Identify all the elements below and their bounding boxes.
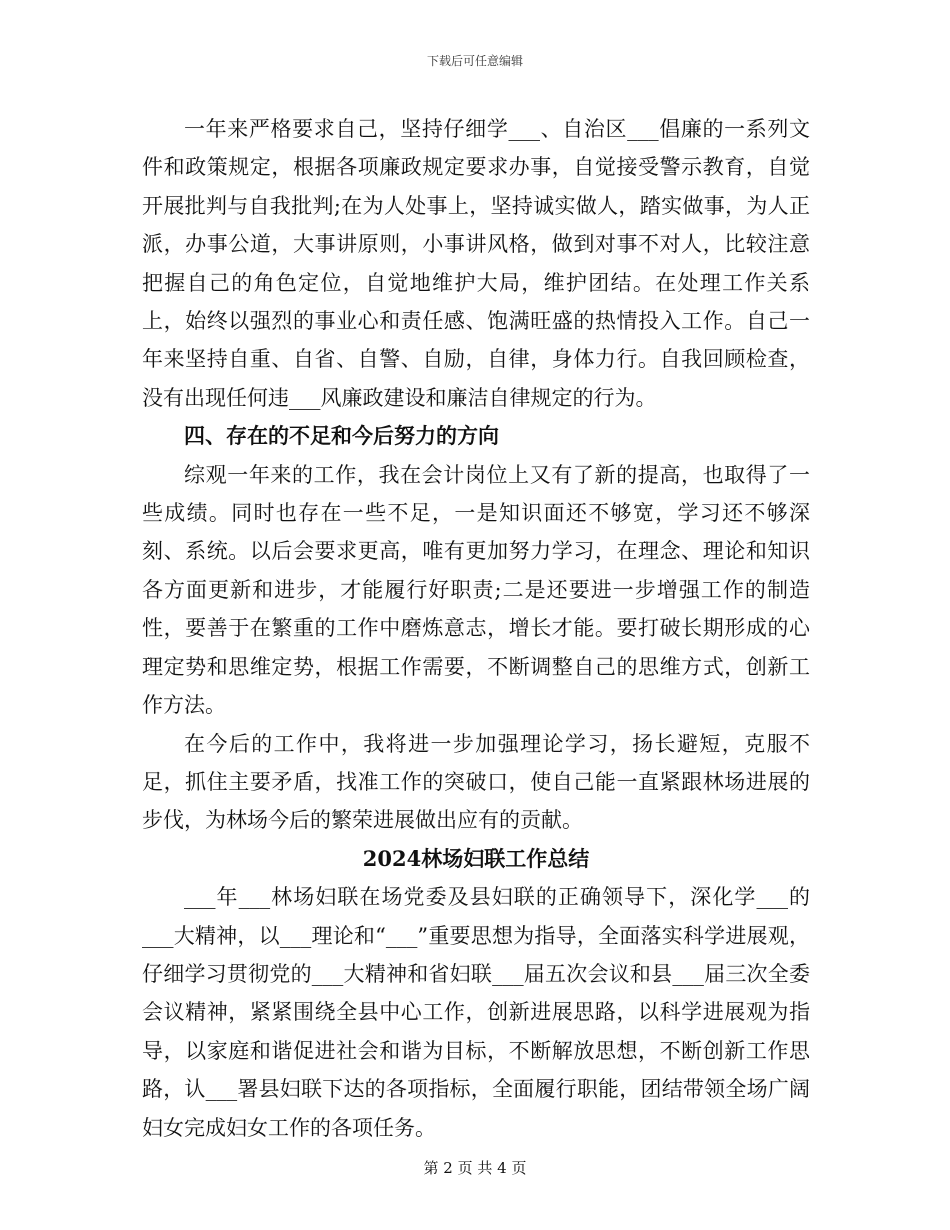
document-body bbox=[142, 110, 810, 1147]
paragraph-future-work: 在今后的工作中，我将进一步加强理论学习，扬长避短，克服不足，抓住主要矛盾，找准工作的突破口，使自己能一直紧跟林场进展的步伐，为林场今后的繁荣进展做出应有的贡献。 bbox=[142, 731, 810, 833]
paragraph-shortcomings: 综观一年来的工作，我在会计岗位上又有了新的提高，也取得了一些成绩。同时也存在一些不足，一是知识面还不够宽，学习还不够深刻、系统。以后会要求更高，唯有更加努力学习，在理念、理论和知识各方面更新和进步，才能履行好职责;二是还要进一步增强工作的制造性，要善于在繁重的工作中磨炼意志，增长才能。要打破长期形成的心理定势和思维定势，根据工作需要，不断调整自己的思维方式，创新工作方法。 bbox=[142, 462, 810, 718]
paragraph-integrity-self-discipline: 一年来严格要求自己，坚持仔细学___、自治区___倡廉的一系列文件和政策规定，根据各项廉政规定要求办事，自觉接受警示教育，自觉开展批判与自我批判;在为人处事上，坚持诚实做人，踏实做事，为人正派，办事公道，大事讲原则，小事讲风格，做到对事不对人，比较注意把握自己的角色定位，自觉地维护大局，维护团结。在处理工作关系上，始终以强烈的事业心和责任感、饱满旺盛的热情投入工作。自己一年来坚持自重、自省、自警、自励，自律，身体力行。自我回顾检查，没有出现任何违___风廉政建设和廉洁自律规定的行为。 bbox=[142, 117, 810, 410]
section-heading-shortcomings: 四、存在的不足和今后努力的方向 bbox=[184, 423, 499, 449]
paragraph-womens-federation-summary: ___年___林场妇联在场党委及县妇联的正确领导下，深化学___的___大精神，以___理论和“___”重要思想为指导，全面落实科学进展观，仔细学习贯彻党的___大精神和省妇联___届五次会议和县___届三次全委会议精神，紧紧围绕全县中心工作，创新进展思路，以科学进展观为指导，以家庭和谐促进社会和谐为目标，不断解放思想，不断创新工作思路，认___署县妇联下达的各项指标，全面履行职能，团结带领全场广阔妇女完成妇女工作的各项任务。 bbox=[142, 885, 810, 1140]
page-header: 下载后可任意编辑 bbox=[426, 54, 523, 68]
document-title-womens-federation: 2024林场妇联工作总结 bbox=[362, 845, 590, 871]
page-number-footer: 第 2 页 共 4 页 bbox=[423, 1159, 527, 1177]
